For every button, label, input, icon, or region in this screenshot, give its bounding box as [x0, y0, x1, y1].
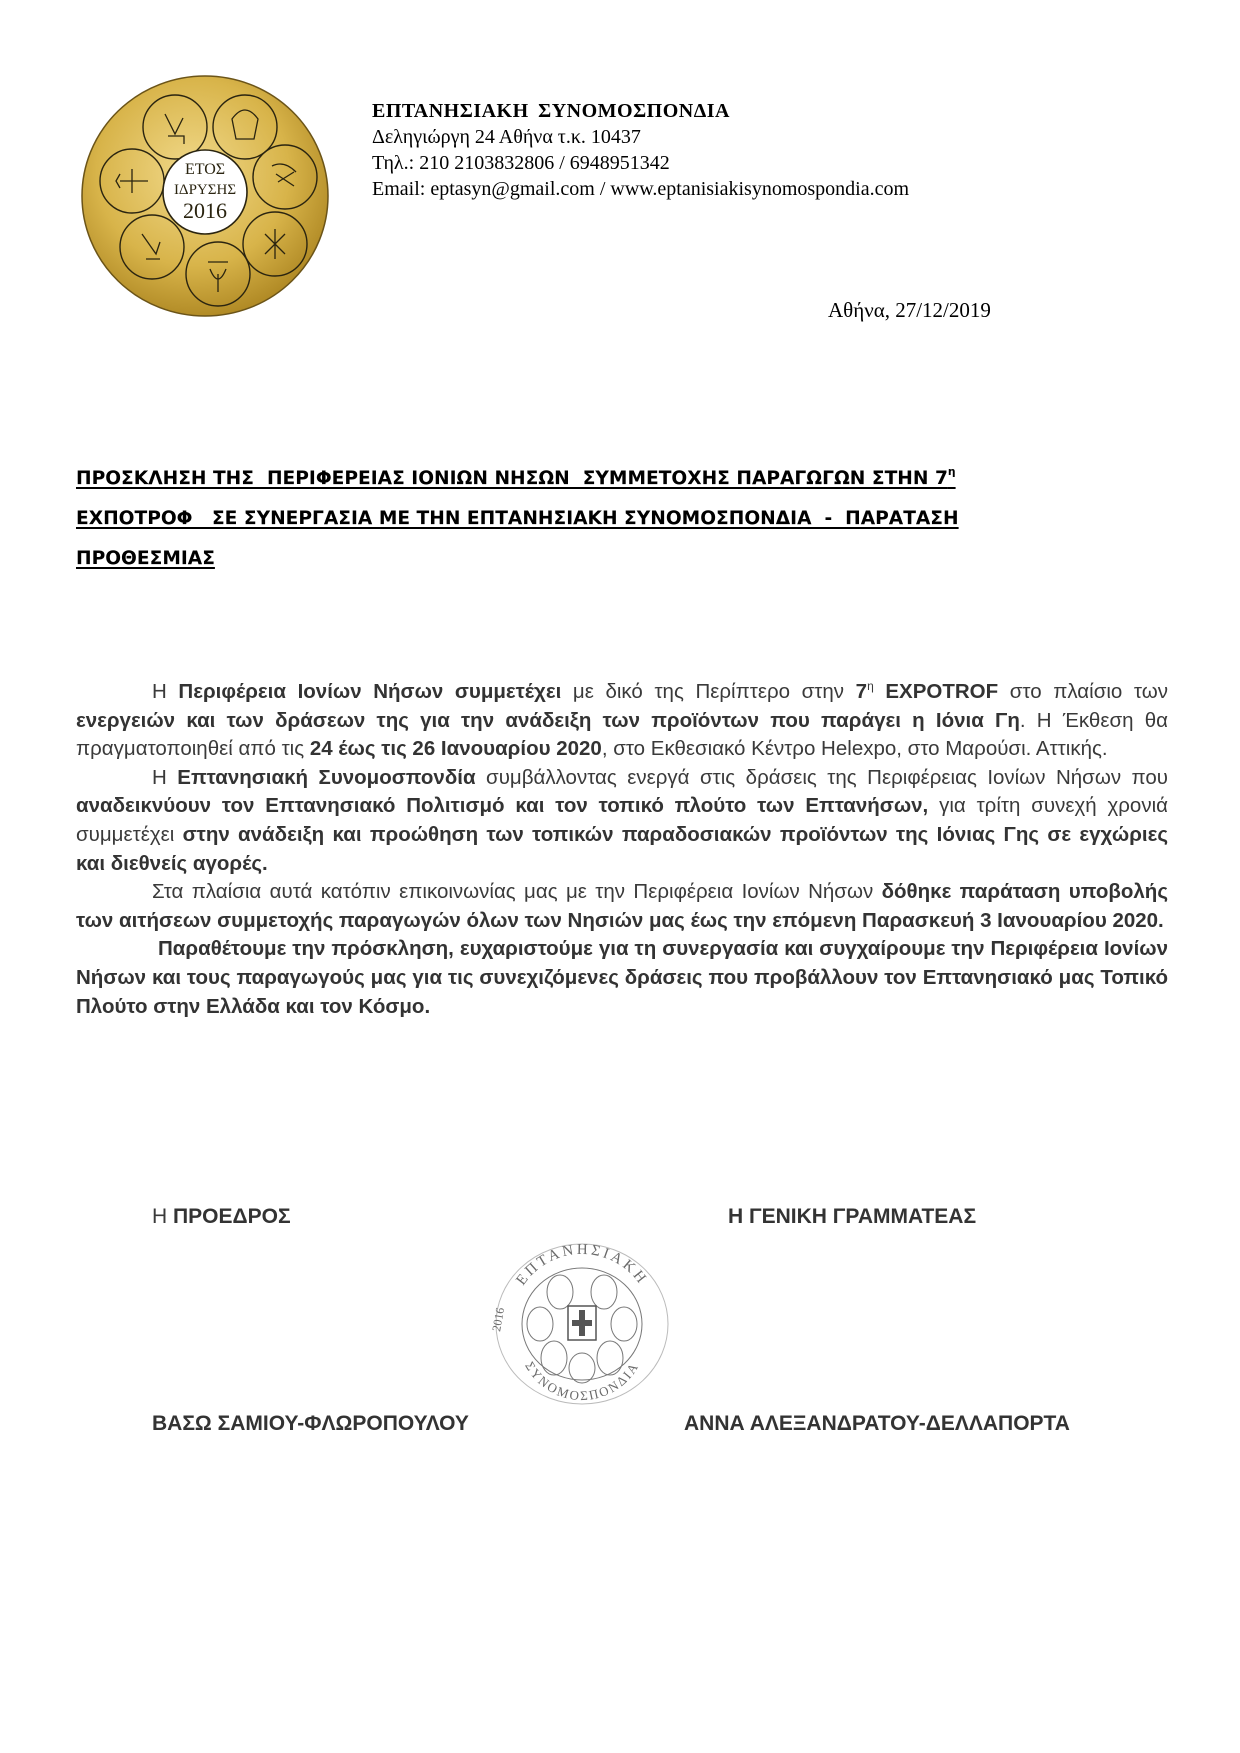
stamp-seal-icon: [488, 1240, 676, 1408]
document-date: Αθήνα, 27/12/2019: [828, 298, 991, 322]
letter-body: [76, 672, 1168, 1021]
title-line-2: ΕΧΠΟΤΡΟΦ ΣΕ ΣΥΝΕΡΓΑΣΙΑ ΜΕ ΤΗΝ ΕΠΤΑΝΗΣΙΑΚΗ ΣΥΝΟΜΟΣΠΟΝΔΙΑ - ΠΑΡΑΤΑΣΗ: [76, 507, 959, 529]
organization-phone: Τηλ.: 210 2103832806 / 6948951342: [372, 152, 670, 174]
president-role: Η ΠΡΟΕΔΡΟΣ: [152, 1205, 291, 1228]
organization-name: ΕΠΤΑΝΗΣΙΑΚΗ ΣΥΝΟΜΟΣΠΟΝΔΙΑ: [372, 100, 731, 122]
organization-address: Δεληγιώργη 24 Αθήνα τ.κ. 10437: [372, 126, 641, 148]
general-secretary-name: ΑΝΝΑ ΑΛΕΞΑΝΔΡΑΤΟΥ-ΔΕΛΛΑΠΟΡΤΑ: [684, 1412, 1070, 1435]
organization-email-web: Email: eptasyn@gmail.com / www.eptanisiakisynomospondia.com: [372, 178, 910, 200]
svg-text:2016: 2016: [183, 198, 227, 223]
svg-text:ΣΥΝΟΜΟΣΠΟΝΔΙΑ: ΣΥΝΟΜΟΣΠΟΝΔΙΑ: [522, 1358, 642, 1404]
seal-emblem-icon: [80, 74, 330, 318]
paragraph-1: Η Περιφέρεια Ιονίων Νήσων συμμετέχει με δικό της Περίπτερο στην $7^\eta$ EXPOTROF στο πλαίσιο των ενεργειών και των δράσεων της για την ανάδειξη των προϊόντων που παράγει η Ιόνια Γη. Η Έκθεση θα πραγματοποιηθεί από τις 24 έως τις 26 Ιανουαρίου 2020, στο Εκθεσιακό Κέντρο Helexpo, στο Μαρούσι. Αττικής.: [76, 679, 1168, 761]
title-line-1: ΠΡΟΣΚΛΗΣΗ ΤΗΣ ΠΕΡΙΦΕΡΕΙΑΣ ΙΟΝΙΩΝ ΝΗΣΩΝ ΣΥΜΜΕΤΟΧΗΣ ΠΑΡΑΓΩΓΩΝ ΣΤΗΝ $7^\eta$: [76, 465, 956, 489]
paragraph-4: Παραθέτουμε την πρόσκληση, ευχαριστούμε για τη συνεργασία και συγχαίρουμε την Περιφέρεια Ιονίων Νήσων και τους παραγωγούς μας για τις συνεχιζόμενες δράσεις που προβάλλουν τον Επτανησιακό μας Τοπικό Πλούτο στην Ελλάδα και τον Κόσμο.: [76, 937, 1168, 1018]
organization-stamp: [488, 1240, 676, 1408]
svg-text:ΕΤΟΣ: ΕΤΟΣ: [184, 161, 226, 178]
document-title: [76, 452, 1046, 578]
paragraph-3: Στα πλαίσια αυτά κατόπιν επικοινωνίας μας με την Περιφέρεια Ιονίων Νήσων δόθηκε παράταση υποβολής των αιτήσεων συμμετοχής παραγωγών όλων των Νησιών μας έως την επόμενη Παρασκευή 3 Ιανουαρίου 2020.: [76, 880, 1168, 932]
svg-text:ΙΔΡΥΣΗΣ: ΙΔΡΥΣΗΣ: [173, 182, 237, 198]
title-line-3: ΠΡΟΘΕΣΜΙΑΣ: [76, 547, 215, 569]
president-name: ΒΑΣΩ ΣΑΜΙΟΥ-ΦΛΩΡΟΠΟΥΛΟΥ: [152, 1412, 469, 1435]
svg-text:2016: 2016: [489, 1306, 508, 1333]
organization-logo: [80, 74, 330, 318]
general-secretary-role: Η ΓΕΝΙΚΗ ΓΡΑΜΜΑΤΕΑΣ: [728, 1205, 977, 1228]
paragraph-2: Η Επτανησιακή Συνομοσπονδία συμβάλλοντας ενεργά στις δράσεις της Περιφέρειας Ιονίων Νήσων που αναδεικνύουν τον Επτανησιακό Πολιτισμό και τον τοπικό πλούτο των Επτανήσων, για τρίτη συνεχή χρονιά συμμετέχει στην ανάδειξη και προώθηση των τοπικών παραδοσιακών προϊόντων της Ιόνιας Γης σε εγχώριες και διεθνείς αγορές.: [76, 765, 1169, 875]
letterhead: [372, 98, 909, 202]
svg-text:ΕΠΤΑΝΗΣΙΑΚΗ: ΕΠΤΑΝΗΣΙΑΚΗ: [513, 1241, 651, 1289]
